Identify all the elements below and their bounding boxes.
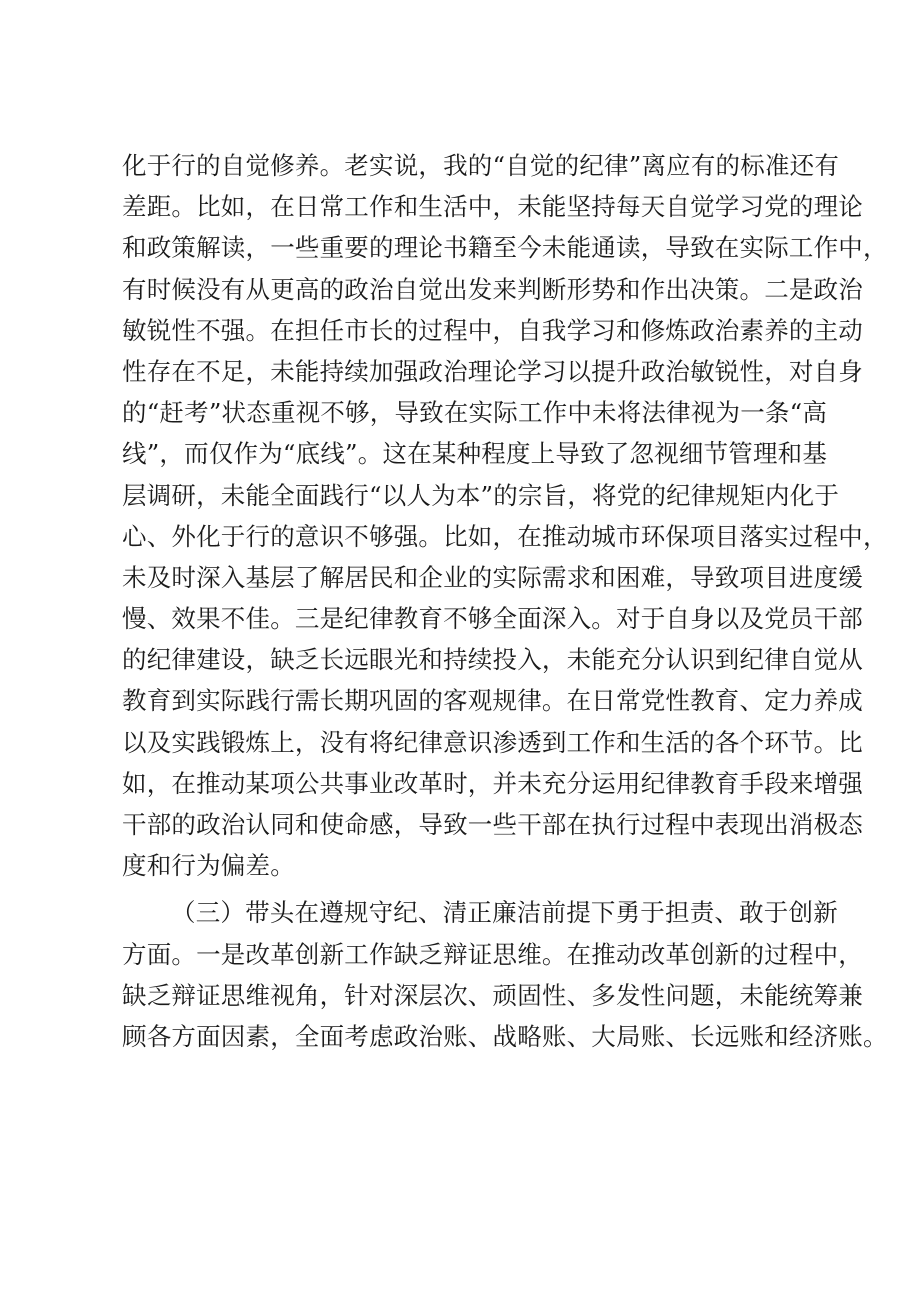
text-line: 和政策解读，一些重要的理论书籍至今未能通读，导致在实际工作中， bbox=[122, 233, 888, 263]
text-line: 层调研，未能全面践行“以人为本”的宗旨，将党的纪律规矩内化于 bbox=[122, 480, 840, 510]
document-body bbox=[122, 145, 888, 1057]
text-line: 性存在不足，未能持续加强政治理论学习以提升政治敏锐性，对自身 bbox=[122, 356, 863, 386]
text-line: 未及时深入基层了解居民和企业的实际需求和困难，导致项目进度缓 bbox=[122, 562, 863, 592]
text-line: 有时候没有从更高的政治自觉出发来判断形势和作出决策。二是政治 bbox=[122, 274, 863, 304]
text-line: 化于行的自觉修养。老实说，我的“自觉的纪律”离应有的标准还有 bbox=[122, 151, 840, 180]
paragraph-1 bbox=[122, 145, 888, 886]
text-line: 如，在推动某项公共事业改革时，并未充分运用纪律教育手段来增强 bbox=[122, 768, 863, 798]
text-line: 顾各方面因素，全面考虑政治账、战略账、大局账、长远账和经济账。 bbox=[122, 1021, 888, 1051]
text-line: 慢、效果不佳。三是纪律教育不够全面深入。对于自身以及党员干部 bbox=[122, 604, 863, 634]
paragraph-2 bbox=[122, 892, 888, 1057]
text-line: 干部的政治认同和使命感，导致一些干部在执行过程中表现出消极态 bbox=[122, 810, 863, 839]
text-line: 的纪律建设，缺乏长远眼光和持续投入，未能充分认识到纪律自觉从 bbox=[122, 645, 863, 675]
text-line: 差距。比如，在日常工作和生活中，未能坚持每天自觉学习党的理论 bbox=[122, 192, 863, 222]
text-line: 缺乏辩证思维视角，针对深层次、顽固性、多发性问题，未能统筹兼 bbox=[122, 980, 863, 1010]
section-heading-line: （三）带头在遵规守纪、清正廉洁前提下勇于担责、敢于创新 bbox=[171, 898, 838, 928]
text-line: 度和行为偏差。 bbox=[122, 851, 295, 881]
text-line: 的“赶考”状态重视不够，导致在实际工作中未将法律视为一条“高 bbox=[122, 398, 828, 428]
text-line: 以及实践锻炼上，没有将纪律意识渗透到工作和生活的各个环节。比 bbox=[122, 727, 863, 757]
text-line: 敏锐性不强。在担任市长的过程中，自我学习和修炼政治素养的主动 bbox=[122, 315, 863, 345]
text-line: 教育到实际践行需长期巩固的客观规律。在日常党性教育、定力养成 bbox=[122, 686, 863, 716]
text-line: 方面。一是改革创新工作缺乏辩证思维。在推动改革创新的过程中， bbox=[122, 939, 863, 969]
text-line: 线”，而仅作为“底线”。这在某种程度上导致了忽视细节管理和基 bbox=[122, 439, 828, 469]
text-line: 心、外化于行的意识不够强。比如，在推动城市环保项目落实过程中， bbox=[122, 521, 888, 551]
